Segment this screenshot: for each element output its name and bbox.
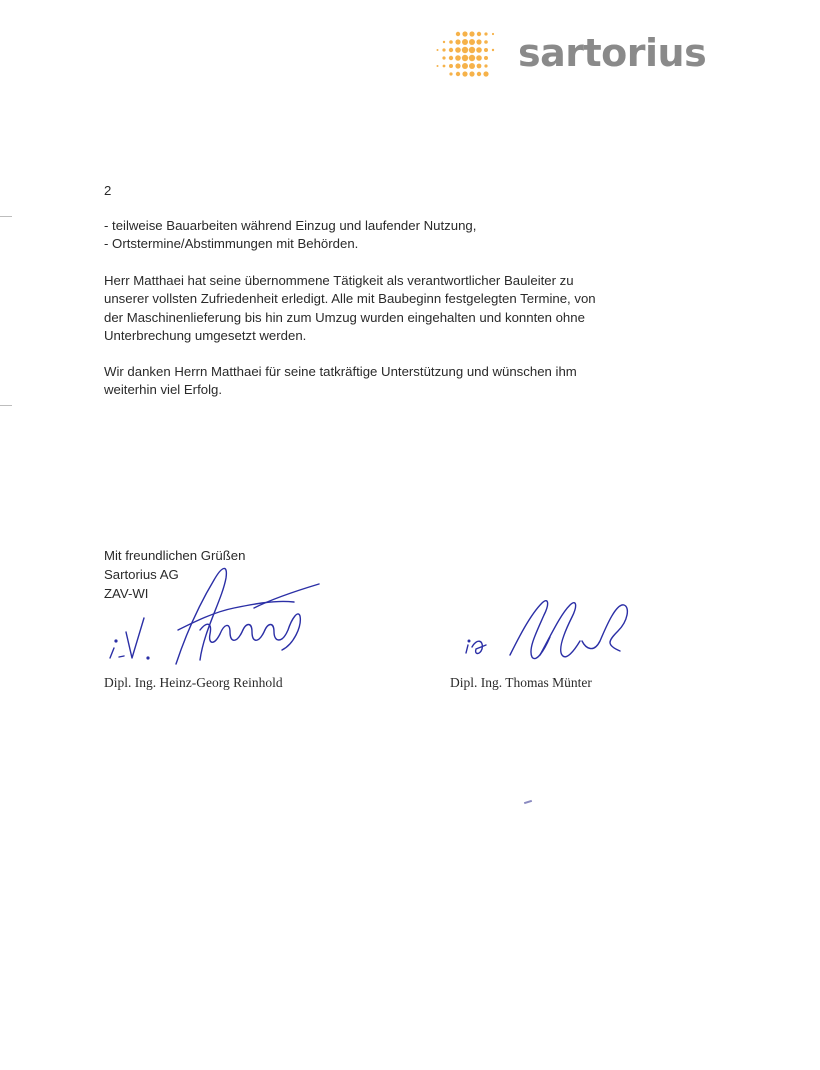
sartorius-logo xyxy=(436,30,707,80)
bullet-item: - Ortstermine/Abstimmungen mit Behörden. xyxy=(104,236,359,252)
paragraph-line: Herr Matthaei hat seine übernommene Tätigkeit als verantwortlicher Bauleiter zu xyxy=(104,273,574,288)
bullet-list xyxy=(104,217,476,254)
paragraph-line: Unterbrechung umgesetzt werden. xyxy=(104,328,307,344)
page-number: 2 xyxy=(104,183,112,198)
body-paragraph xyxy=(104,272,596,346)
paragraph-line: Wir danken Herrn Matthaei für seine tatkräftige Unterstützung und wünschen ihm xyxy=(104,364,577,379)
margin-fold-mark xyxy=(0,216,12,217)
paragraph-line: unserer vollsten Zufriedenheit erledigt. Alle mit Baubeginn festgelegten Termine, von xyxy=(104,291,596,307)
brand-wordmark: sartorius xyxy=(518,31,707,75)
closing-greeting: Mit freundlichen Grüßen xyxy=(104,548,246,563)
logo-dots-icon xyxy=(436,30,500,78)
signature-left-image xyxy=(104,560,334,675)
ink-speck xyxy=(524,800,532,804)
paragraph-line: der Maschinenlieferung bis hin zum Umzug wurden eingehalten und konnten ohne xyxy=(104,309,585,325)
bullet-item: - teilweise Bauarbeiten während Einzug und laufender Nutzung, xyxy=(104,218,477,233)
closing-company: Sartorius AG xyxy=(104,567,179,582)
paragraph-line: weiterhin viel Erfolg. xyxy=(104,382,223,398)
margin-fold-mark xyxy=(0,405,12,406)
signatory-right-name: Dipl. Ing. Thomas Münter xyxy=(450,675,592,690)
signatory-left-name: Dipl. Ing. Heinz-Georg Reinhold xyxy=(104,675,283,690)
closing-department: ZAV-WI xyxy=(104,586,149,601)
thanks-paragraph xyxy=(104,363,577,400)
signature-right-image xyxy=(458,595,638,665)
